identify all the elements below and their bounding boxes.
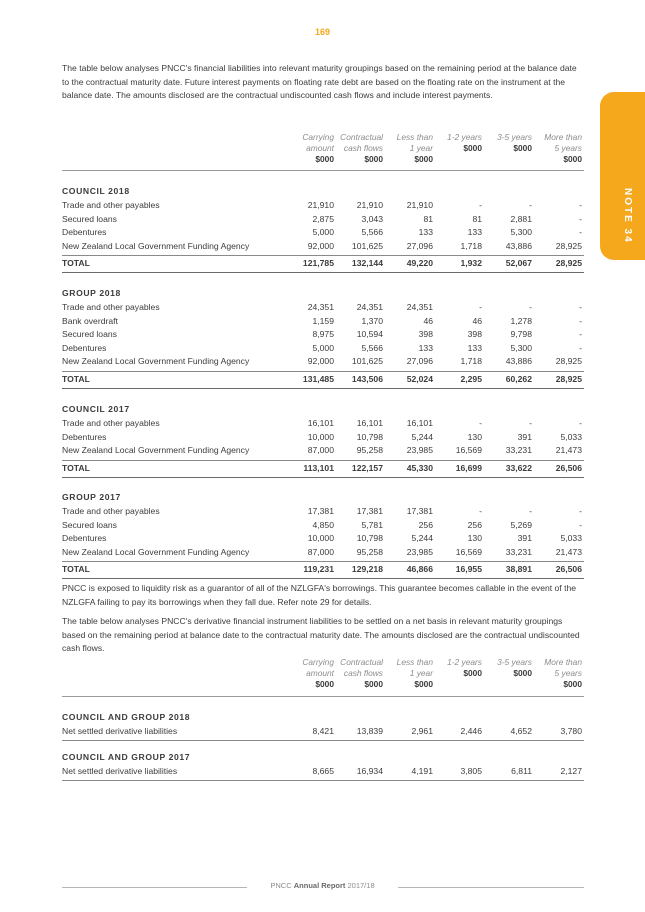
table-row-value: 2,881 xyxy=(510,213,532,224)
table-row-value: 3,780 xyxy=(560,726,582,736)
col-header-line1: More than xyxy=(544,132,582,142)
total-row-value: 122,157 xyxy=(351,462,383,473)
table-row-value: 4,652 xyxy=(510,726,532,736)
col-header-unit: $000 xyxy=(315,679,334,689)
table-row xyxy=(62,519,584,533)
table-row-label: New Zealand Local Government Funding Agency xyxy=(62,445,250,456)
total-underline xyxy=(62,477,584,478)
table-row-label: Net settled derivative liabilities xyxy=(62,726,178,736)
table-row-value: - xyxy=(579,418,582,428)
table-row xyxy=(62,301,584,315)
table-row-value: - xyxy=(579,315,582,326)
table-row-value: 391 xyxy=(517,431,532,442)
table-row-value: 4,850 xyxy=(312,519,334,530)
col-header-line1: 1-2 years xyxy=(447,132,482,142)
table-row-value: 2,446 xyxy=(460,726,482,736)
table-row-label: Secured loans xyxy=(62,329,117,340)
total-underline xyxy=(62,388,584,389)
table-row-value: - xyxy=(579,329,582,340)
col-header-line1: 1-2 years xyxy=(447,657,482,667)
col-header-unit: $000 xyxy=(414,154,433,164)
table-row-value: 23,985 xyxy=(406,546,433,557)
table-row-value: 10,798 xyxy=(356,431,383,442)
table-row-label: Trade and other payables xyxy=(62,418,160,428)
note-tab-label: NOTE 34 xyxy=(622,188,633,244)
table-row-value: 5,300 xyxy=(510,227,532,238)
table-row-value: 1,159 xyxy=(312,315,334,326)
table2-column-headers xyxy=(62,657,584,707)
total-row-value: 26,506 xyxy=(555,462,582,473)
table-row-value: 5,566 xyxy=(361,342,383,353)
section-title: GROUP 2017 xyxy=(62,492,121,502)
table-row-value: - xyxy=(529,506,532,516)
section-title: COUNCIL 2018 xyxy=(62,186,130,196)
table-row-value: 2,127 xyxy=(560,766,582,776)
table2-col-header xyxy=(385,657,433,690)
table-row-value: - xyxy=(579,506,582,516)
table-row xyxy=(62,765,584,779)
table-row-value: 17,381 xyxy=(356,506,383,516)
total-row-value: 46,866 xyxy=(406,564,433,575)
table-row-value: 10,798 xyxy=(356,533,383,544)
total-underline xyxy=(62,272,584,273)
table2-col-header xyxy=(484,657,532,679)
table1-col-header xyxy=(434,132,482,154)
table-row xyxy=(62,315,584,329)
table-row-value: - xyxy=(579,342,582,353)
table1-col-header xyxy=(534,132,582,165)
col-header-unit: $000 xyxy=(414,679,433,689)
table2-col-header xyxy=(286,657,334,690)
table-row-value: 43,886 xyxy=(505,240,532,251)
table-row-value: - xyxy=(529,200,532,210)
table-row-value: 133 xyxy=(467,342,482,353)
col-header-line1: 3-5 years xyxy=(497,132,532,142)
table-row-value: 8,421 xyxy=(312,726,334,736)
table-row-value: - xyxy=(479,506,482,516)
table-row-value: 21,473 xyxy=(555,445,582,456)
table1-col-header xyxy=(335,132,383,165)
table-row-value: - xyxy=(579,302,582,312)
table-row-value: 10,000 xyxy=(307,431,334,442)
table1-header-rule xyxy=(62,170,584,171)
table-row-label: Trade and other payables xyxy=(62,506,160,516)
table-row-value: 28,925 xyxy=(555,356,582,367)
table-row-value: 4,191 xyxy=(411,766,433,776)
table-row-value: 6,811 xyxy=(511,766,532,776)
table-row-label: Debentures xyxy=(62,227,107,238)
table-row-value: 133 xyxy=(418,342,433,353)
intro-paragraph: The table below analyses PNCC's financial liabilities into relevant maturity groupings based on the remaining period at the balance date to the contractual maturity date. Future interest payments on floating rate debt are based on the floating rate on the instrument at the balance date. The amounts disclosed are the contractual undiscounted cash flows and include interest payments. xyxy=(62,63,577,100)
table-row-value: 256 xyxy=(418,519,433,530)
table-row-value: 16,934 xyxy=(356,766,383,776)
table-row-value: 101,625 xyxy=(351,240,383,251)
col-header-line1: Less than xyxy=(396,657,433,667)
table-row-value: 24,351 xyxy=(307,302,334,312)
table-row-value: 95,258 xyxy=(356,445,383,456)
table-row xyxy=(62,546,584,560)
total-row-value: 60,262 xyxy=(505,374,532,384)
total-row-value: 119,231 xyxy=(303,564,334,575)
total-row-label: TOTAL xyxy=(62,564,90,575)
page-number: 169 xyxy=(314,27,331,37)
table-row-label: Trade and other payables xyxy=(62,302,160,312)
section-title: GROUP 2018 xyxy=(62,288,121,298)
guarantee-paragraph: PNCC is exposed to liquidity risk as a guarantor of all of the NZLGFA's borrowings. This guarantee becomes callable in the event of the NZLGFA failing to pay its borrowings when they fall due. Refer note 29 for details. xyxy=(62,583,577,607)
table-row-value: 8,665 xyxy=(312,766,334,776)
table-row-value: 95,258 xyxy=(356,546,383,557)
col-header-line2: cash flows xyxy=(343,143,383,153)
table2-col-header xyxy=(534,657,582,690)
total-row-value: 129,218 xyxy=(351,564,383,575)
col-header-unit: $000 xyxy=(463,668,482,678)
col-header-line2: 5 years xyxy=(554,668,582,678)
table2-col-header xyxy=(434,657,482,679)
table-row xyxy=(62,431,584,445)
table-row-label: Trade and other payables xyxy=(62,200,160,210)
table-row-value: 5,244 xyxy=(411,431,433,442)
col-header-line1: Contractual xyxy=(340,657,383,667)
table-row-value: - xyxy=(479,200,482,210)
table-row-value: 8,975 xyxy=(312,329,334,340)
footer-org: PNCC xyxy=(270,881,292,890)
derivative-paragraph: The table below analyses PNCC's derivative financial instrument liabilities to be settled on a net basis in relevant maturity groupings based on the remaining period at balance date to the contractual maturity date. The amounts disclosed are the contractual undiscounted cash flows. xyxy=(62,616,580,653)
table-row-value: 16,569 xyxy=(455,546,482,557)
col-header-line2: cash flows xyxy=(343,668,383,678)
col-header-line2: amount xyxy=(306,143,334,153)
table-row-label: Bank overdraft xyxy=(62,315,118,326)
total-row-value: 28,925 xyxy=(555,258,582,269)
total-row-value: 52,067 xyxy=(505,258,532,269)
table-row-value: 24,351 xyxy=(406,302,433,312)
table-row-label: Debentures xyxy=(62,533,107,544)
table-row xyxy=(62,342,584,356)
table-row-label: Secured loans xyxy=(62,519,117,530)
table-row-value: 17,381 xyxy=(406,506,433,516)
table-row xyxy=(62,226,584,240)
section-rule xyxy=(62,780,584,781)
table-row-value: 2,961 xyxy=(411,726,433,736)
table-row-value: 87,000 xyxy=(307,445,334,456)
table-row-value: - xyxy=(529,418,532,428)
table-row-value: 5,033 xyxy=(560,431,582,442)
total-row-label: TOTAL xyxy=(62,258,90,269)
col-header-unit: $000 xyxy=(513,668,532,678)
table-row-value: 1,718 xyxy=(460,240,482,251)
table-row-label: Debentures xyxy=(62,342,107,353)
total-row-label: TOTAL xyxy=(62,462,90,473)
table1-col-header xyxy=(484,132,532,154)
col-header-unit: $000 xyxy=(463,143,482,153)
table-row-label: New Zealand Local Government Funding Agency xyxy=(62,240,250,251)
table1-column-headers xyxy=(62,132,584,182)
table-row-value: 16,101 xyxy=(406,418,433,428)
col-header-line1: Carrying xyxy=(302,657,334,667)
footer-year: 2017/18 xyxy=(347,881,375,890)
table-row-value: 27,096 xyxy=(406,356,433,367)
table-row-value: 13,839 xyxy=(356,726,383,736)
section-rule xyxy=(62,460,584,461)
table-row-value: - xyxy=(579,519,582,530)
table-row-value: - xyxy=(579,213,582,224)
col-header-line2: amount xyxy=(306,668,334,678)
table-row-label: Debentures xyxy=(62,431,107,442)
table-row-value: 33,231 xyxy=(505,445,532,456)
total-row-value: 2,295 xyxy=(460,374,482,384)
section-rule xyxy=(62,255,584,256)
table-row-value: 43,886 xyxy=(505,356,532,367)
table-row-value: 133 xyxy=(418,227,433,238)
col-header-line1: Less than xyxy=(396,132,433,142)
total-row-value: 1,932 xyxy=(460,258,482,269)
total-row-value: 38,891 xyxy=(505,564,532,575)
table-row-value: 256 xyxy=(467,519,482,530)
table-row xyxy=(62,328,584,342)
table-row-value: 5,244 xyxy=(411,533,433,544)
col-header-unit: $000 xyxy=(315,154,334,164)
col-header-line2: 1 year xyxy=(409,143,433,153)
total-row-value: 52,024 xyxy=(406,374,433,384)
table-row xyxy=(62,444,584,458)
col-header-line1: More than xyxy=(544,657,582,667)
total-row xyxy=(62,563,584,577)
section-title: COUNCIL AND GROUP 2017 xyxy=(62,752,191,762)
table-row-value: - xyxy=(529,302,532,312)
table-row-value: 24,351 xyxy=(356,302,383,312)
total-row-value: 131,485 xyxy=(302,374,334,384)
table-row-value: 87,000 xyxy=(307,546,334,557)
table-row-value: 21,473 xyxy=(555,546,582,557)
table-row-value: 16,569 xyxy=(455,445,482,456)
table-row-label: Net settled derivative liabilities xyxy=(62,766,178,776)
table-row-value: 5,033 xyxy=(560,533,582,544)
table-row-value: 1,718 xyxy=(460,356,482,367)
col-header-unit: $000 xyxy=(364,154,383,164)
col-header-unit: $000 xyxy=(563,154,582,164)
total-row xyxy=(62,257,584,271)
footer-title: Annual Report xyxy=(293,881,346,890)
table-row-value: 130 xyxy=(467,431,482,442)
table-row-value: 1,278 xyxy=(510,315,532,326)
table-row-value: - xyxy=(479,302,482,312)
table-row xyxy=(62,240,584,254)
col-header-line1: 3-5 years xyxy=(497,657,532,667)
footer xyxy=(0,881,645,890)
table-row-value: 28,925 xyxy=(555,240,582,251)
table-row-value: 5,300 xyxy=(510,342,532,353)
table-row xyxy=(62,355,584,369)
total-underline xyxy=(62,578,584,579)
table-row-value: 16,101 xyxy=(356,418,383,428)
table-row-value: 9,798 xyxy=(510,329,532,340)
table-row-value: 3,043 xyxy=(361,213,383,224)
table-row xyxy=(62,417,584,431)
table-row-value: 33,231 xyxy=(505,546,532,557)
section-rule xyxy=(62,740,584,741)
table-row-value: - xyxy=(479,418,482,428)
total-row-label: TOTAL xyxy=(62,374,90,384)
table-row xyxy=(62,505,584,519)
table-row-label: New Zealand Local Government Funding Agency xyxy=(62,356,250,367)
table-row-value: 133 xyxy=(467,227,482,238)
table-row-value: 46 xyxy=(423,315,433,326)
total-row-value: 132,144 xyxy=(351,258,383,269)
total-row-value: 16,955 xyxy=(455,564,482,575)
total-row-value: 33,622 xyxy=(505,462,532,473)
section-title: COUNCIL 2017 xyxy=(62,404,130,414)
col-header-line2: 1 year xyxy=(409,668,433,678)
total-row xyxy=(62,373,584,387)
section-rule xyxy=(62,561,584,562)
table-row-label: New Zealand Local Government Funding Agency xyxy=(62,546,250,557)
table-row-value: 81 xyxy=(472,213,482,224)
table-row-value: - xyxy=(579,200,582,210)
table2-header-rule xyxy=(62,696,584,697)
table-row-label: Secured loans xyxy=(62,213,117,224)
col-header-unit: $000 xyxy=(364,679,383,689)
table-row-value: 21,910 xyxy=(356,200,383,210)
table-row-value: 21,910 xyxy=(406,200,433,210)
table-row-value: 21,910 xyxy=(307,200,334,210)
table-row-value: 5,000 xyxy=(312,227,334,238)
section-rule xyxy=(62,371,584,372)
table-row-value: 16,101 xyxy=(307,418,334,428)
col-header-unit: $000 xyxy=(513,143,532,153)
total-row-value: 26,506 xyxy=(555,564,582,575)
table1-col-header xyxy=(385,132,433,165)
table-row-value: 27,096 xyxy=(406,240,433,251)
table-row-value: 81 xyxy=(423,213,433,224)
col-header-line1: Carrying xyxy=(302,132,334,142)
table-row-value: 10,594 xyxy=(356,329,383,340)
table-row-value: - xyxy=(579,227,582,238)
table-row-value: 2,875 xyxy=(312,213,334,224)
total-row-value: 49,220 xyxy=(406,258,433,269)
col-header-line2: 5 years xyxy=(554,143,582,153)
table1-col-header xyxy=(286,132,334,165)
total-row-value: 143,506 xyxy=(351,374,383,384)
table-row-value: 5,000 xyxy=(312,342,334,353)
table-row-value: 23,985 xyxy=(406,445,433,456)
table-row-value: 5,781 xyxy=(361,519,383,530)
table-row-value: 10,000 xyxy=(307,533,334,544)
table-row-value: 92,000 xyxy=(307,240,334,251)
table-row-value: 92,000 xyxy=(307,356,334,367)
table-row-value: 3,805 xyxy=(460,766,482,776)
table-row-value: 398 xyxy=(467,329,482,340)
col-header-unit: $000 xyxy=(563,679,582,689)
table-row xyxy=(62,532,584,546)
table-row-value: 5,566 xyxy=(361,227,383,238)
total-row-value: 28,925 xyxy=(555,374,582,384)
table-row-value: 391 xyxy=(517,533,532,544)
section-title: COUNCIL AND GROUP 2018 xyxy=(62,712,191,722)
table-row-value: 101,625 xyxy=(351,356,383,367)
total-row-value: 45,330 xyxy=(406,462,433,473)
table-row-value: 5,269 xyxy=(510,519,532,530)
table-row-value: 398 xyxy=(418,329,433,340)
table-row xyxy=(62,213,584,227)
col-header-line1: Contractual xyxy=(340,132,383,142)
total-row-value: 113,101 xyxy=(303,462,334,473)
table-row xyxy=(62,725,584,739)
table-row-value: 17,381 xyxy=(307,506,334,516)
table-row-value: 1,370 xyxy=(361,315,383,326)
table2-col-header xyxy=(335,657,383,690)
total-row xyxy=(62,462,584,476)
table-row-value: 130 xyxy=(467,533,482,544)
table-row-value: 46 xyxy=(472,315,482,326)
total-row-value: 16,699 xyxy=(455,462,482,473)
table-row xyxy=(62,199,584,213)
total-row-value: 121,785 xyxy=(302,258,334,269)
